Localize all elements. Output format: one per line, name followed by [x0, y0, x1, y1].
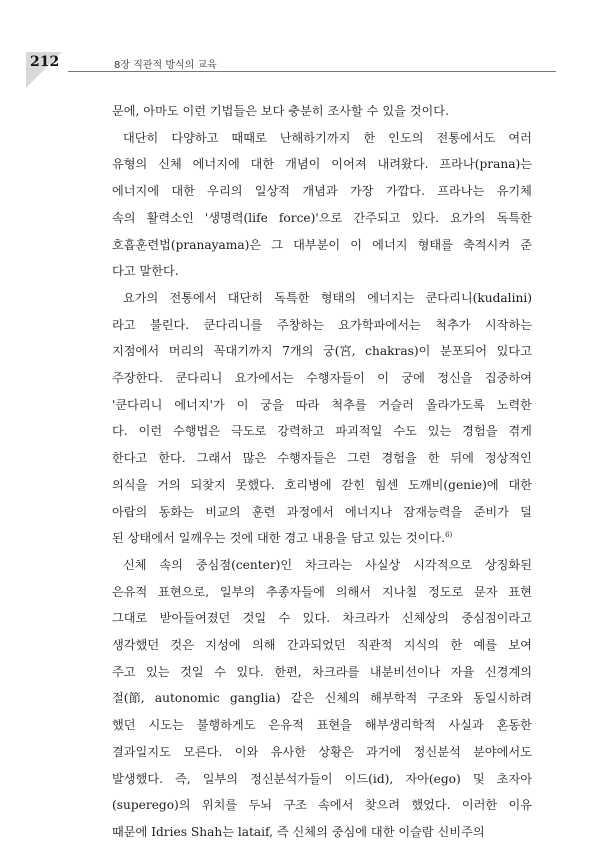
text-line: 속의 활력소인 '생명력(life force)'으로 간주되고 있다. 요가의 독특한: [112, 210, 532, 225]
text-line: 신체 속의 중심점(center)인 차크라는 사실상 시각적으로 상징화된: [123, 557, 532, 572]
text-line: 에너지에 대한 우리의 일상적 개념과 가장 가깝다. 프라나는 유기체: [112, 184, 532, 199]
text-line: '쿤다리니 에너지'가 이 궁을 따라 척추를 거슬러 올라가도록 노력한: [112, 397, 532, 412]
text-line: 때문에 Idries Shah는 lataif, 즉 신체의 중심에 대한 이슬람 신비주의: [112, 824, 485, 839]
paragraph: [112, 285, 532, 552]
text-line: 다. 이런 수행법은 극도로 강력하고 파괴적일 수도 있는 경험을 겪게: [112, 424, 532, 439]
text-line: 다고 말한다.: [112, 264, 179, 279]
text-line: 된 상태에서 일깨우는 것에 대한 경고 내용을 담고 있는 것이다.$^{6)}$: [112, 531, 453, 546]
text-line: 주고 있는 것일 수 있다. 한편, 차크라를 내분비선이나 자율 신경계의: [112, 664, 532, 679]
text-line: 생각했던 것은 지성에 의해 간과되었던 직관적 지식의 한 예를 보여: [112, 638, 532, 653]
text-line: 유형의 신체 에너지에 대한 개념이 이어져 내려왔다. 프라나(prana)는: [112, 157, 532, 172]
text-line: 결과일지도 모른다. 이와 유사한 상황은 과거에 정신분석 분야에서도: [112, 744, 532, 759]
footnote-marker: 6): [445, 531, 453, 540]
paragraph: [112, 552, 532, 846]
text-line: 의식을 거의 되찾지 못했다. 호리병에 갇힌 힘센 도깨비(genie)에 대한: [112, 477, 532, 492]
text-line: 절(節, autonomic ganglia) 같은 신체의 해부학적 구조와 동일시하려: [112, 691, 532, 706]
text-line: 주장한다. 쿤다리니 요가에서는 수행자들이 이 궁에 정신을 집중하여: [112, 371, 532, 386]
text-line: 그대로 받아들여졌던 것일 수 있다. 차크라가 신체상의 중심점이라고: [112, 611, 532, 626]
body-text: [112, 98, 532, 846]
text-line: 라고 불린다. 쿤다리니를 주창하는 요가학파에서는 척추가 시작하는: [112, 317, 532, 332]
text-line: 한다고 한다. 그래서 많은 수행자들은 그런 경험을 한 뒤에 정상적인: [112, 451, 532, 466]
text-line: 지점에서 머리의 꼭대기까지 7개의 궁(宮, chakras)이 분포되어 있다고: [112, 344, 532, 359]
text-line: 발생했다. 즉, 일부의 정신분석가들이 이드(id), 자아(ego) 및 초자아: [112, 771, 532, 786]
text-line: 요가의 전통에서 대단히 독특한 형태의 에너지는 쿤다리니(kudalini): [123, 290, 532, 305]
text-line: 문에, 아마도 이런 기법들은 보다 충분히 조사할 수 있을 것이다.: [112, 104, 449, 118]
text-line: 대단히 다양하고 때때로 난해하기까지 한 인도의 전통에서도 여러: [123, 130, 532, 145]
text-line: (superego)의 위치를 두뇌 구조 속에서 찾으려 했었다. 이러한 이유: [112, 798, 532, 813]
text-line: 아랍의 동화는 비교의 훈련 과정에서 에너지나 잠재능력을 준비가 덜: [112, 504, 532, 519]
text-line: 은유적 표현으로, 일부의 추종자들에 의해서 지나칠 정도로 문자 표현: [112, 584, 532, 599]
header-rule: [68, 71, 556, 72]
chapter-title: 8장 직관적 방식의 교육: [114, 60, 217, 71]
paragraph: [112, 125, 532, 285]
paragraph: [112, 98, 532, 125]
page-number: 212: [30, 54, 60, 70]
page-header: [26, 52, 536, 88]
text-line: 했던 시도는 불행하게도 은유적 표현을 해부생리학적 사실과 혼동한: [112, 718, 532, 733]
text-line: 호흡훈련법(pranayama)은 그 대부분이 이 에너지 형태를 축적시켜 준: [112, 237, 532, 252]
